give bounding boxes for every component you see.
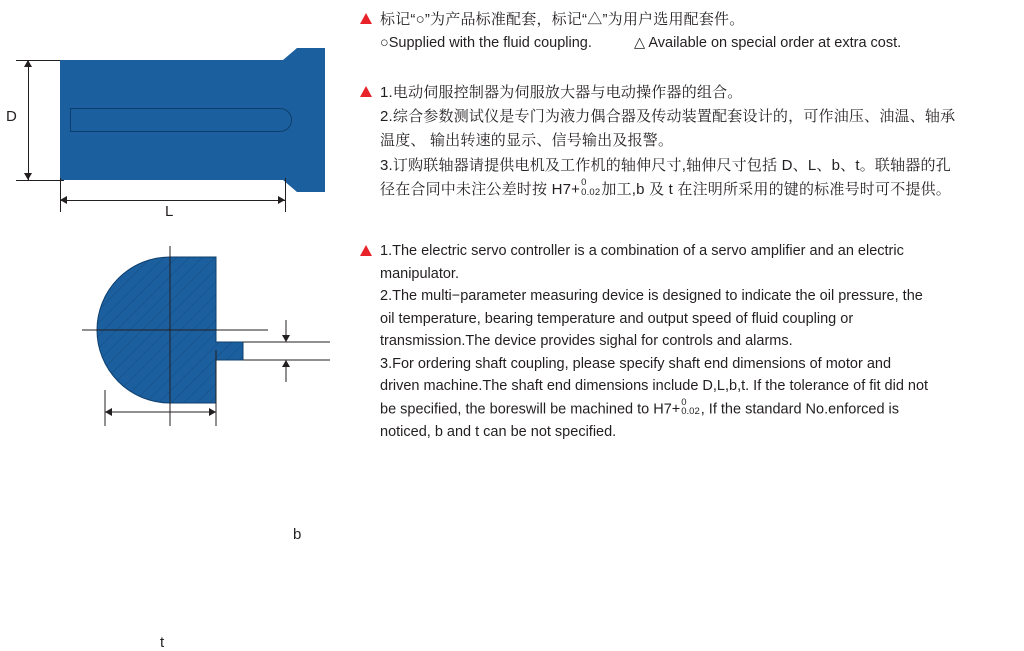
dimension-line-diameter	[28, 60, 29, 180]
legend-line-en	[380, 32, 1020, 54]
extension-line-right	[285, 178, 286, 212]
dimension-label-b: b	[293, 526, 302, 543]
arrow-right-icon-t	[209, 408, 216, 416]
legend-en-optional: △ Available on special order at extra cost.	[633, 35, 902, 52]
triangle-marker-icon	[360, 13, 372, 24]
arrow-left-icon-t	[105, 408, 112, 416]
en-note-3: 3.For ordering shaft coupling, please specify shaft end dimensions of motor and	[380, 355, 892, 372]
shaft-side-view	[0, 10, 352, 220]
en-tolerance-suffix: , If the standard No.enforced is	[700, 401, 900, 418]
cn-note-3-cont	[380, 178, 1020, 202]
note-block-chinese	[356, 81, 1020, 202]
en-note-3-cont-c: noticed, b and t can be not specified.	[380, 423, 617, 440]
en-note-2-cont-b: transmission.The device provides sighal for controls and alarms.	[380, 333, 793, 350]
en-note-1: 1.The electric servo controller is a combination of a servo amplifier and an electric	[380, 243, 904, 260]
tolerance-lower: 0.02	[681, 406, 700, 418]
arrow-left-icon	[60, 196, 67, 204]
cn-note-3: 3.订购联轴器请提供电机及工作机的轴伸尺寸,轴伸尺寸包括 D、L、b、t。联轴器的孔	[380, 156, 951, 174]
notes-column	[356, 0, 1020, 581]
en-note-2-cont-a: oil temperature, bearing temperature and output speed of fluid coupling or	[380, 310, 854, 327]
dimension-label-d: D	[6, 108, 17, 125]
en-note-1-cont: manipulator.	[380, 265, 459, 282]
arrow-down-icon-b	[282, 335, 290, 342]
triangle-marker-icon	[360, 245, 372, 256]
cn-tolerance-prefix: 径在合同中未注公差时按 H7+	[380, 180, 581, 198]
legend-line-cn: 标记“○”为产品标准配套，标记“△”为用户选用配套件。	[380, 11, 745, 28]
cn-note-1: 1.电动伺服控制器为伺服放大器与电动操作器的组合。	[380, 83, 743, 101]
tolerance-upper: 0	[681, 396, 687, 408]
en-note-3-cont-a: driven machine.The shaft end dimensions include D,L,b,t. If the tolerance of fit did not	[380, 378, 929, 395]
technical-drawing	[0, 0, 352, 651]
triangle-marker-icon	[360, 86, 372, 97]
tolerance-fraction	[681, 398, 700, 417]
arrow-right-icon	[278, 196, 285, 204]
tolerance-upper: 0	[581, 177, 587, 189]
cn-note-2: 2.综合参数测试仪是专门为液力偶合器及传动装置配套设计的，可作油压、油温、轴承	[380, 108, 956, 126]
extension-line-bottom	[16, 180, 64, 181]
legend-en-standard: ○Supplied with the fluid coupling.	[380, 35, 592, 52]
dimension-label-l: L	[165, 203, 174, 220]
note-block-english	[356, 240, 1020, 443]
arrow-down-icon	[24, 173, 32, 180]
shaft-cross-section-view	[0, 230, 352, 651]
en-note-2: 2.The multi−parameter measuring device is designed to indicate the oil pressure, the	[380, 288, 923, 305]
dimension-line-length	[60, 200, 285, 201]
en-tolerance-prefix: be specified, the boreswill be machined to H7+	[380, 401, 681, 418]
cn-tolerance-suffix: 加工,b 及 t 在注明所采用的键的标准号时可不提供。	[601, 180, 951, 198]
arrow-up-icon	[24, 60, 32, 67]
cn-note-2-cont: 温度、 输出转速的显示、信号输出及报警。	[380, 132, 674, 150]
arrow-up-icon-b	[282, 360, 290, 367]
tolerance-lower: 0.02	[581, 186, 601, 198]
tolerance-fraction	[581, 178, 600, 197]
extension-line-left	[60, 178, 61, 212]
cross-section-svg	[0, 230, 352, 450]
note-block-legend	[356, 8, 1020, 55]
en-note-3-cont-b	[380, 398, 1020, 421]
dimension-label-t: t	[160, 634, 165, 651]
keyway-outline	[70, 108, 292, 132]
